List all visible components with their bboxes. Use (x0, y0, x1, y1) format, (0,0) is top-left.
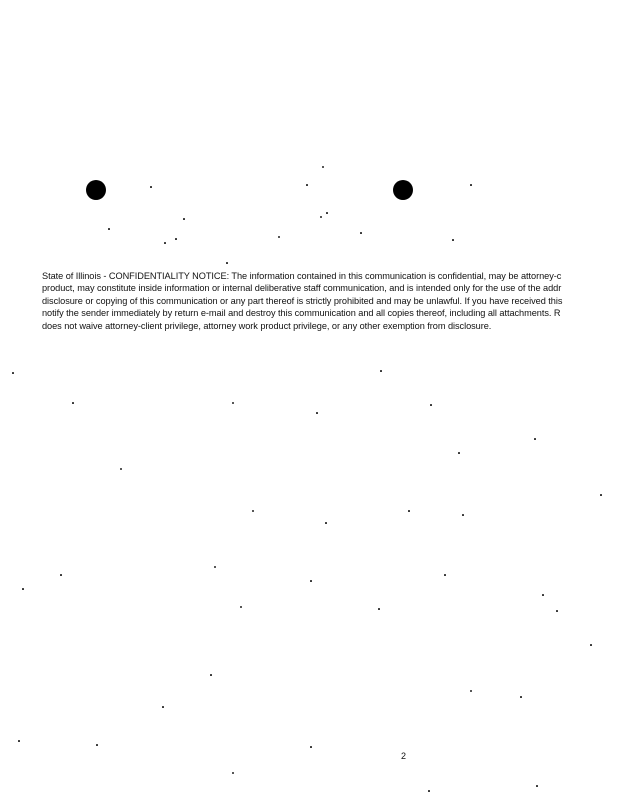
speckle (534, 438, 536, 440)
speckle (232, 402, 234, 404)
speckle (18, 740, 20, 742)
speckle (452, 239, 454, 241)
confidentiality-notice (42, 270, 618, 332)
speckle (278, 236, 280, 238)
speckle (556, 610, 558, 612)
speckle (162, 706, 164, 708)
speckle (108, 228, 110, 230)
speckle (310, 580, 312, 582)
speckle (210, 674, 212, 676)
speckle (462, 514, 464, 516)
speckle (226, 262, 228, 264)
speckle (120, 468, 122, 470)
notice-line-1: State of Illinois - CONFIDENTIALITY NOTICE: The information contained in this communication is confidential, may be attorney-c (42, 271, 562, 281)
speckle (72, 402, 74, 404)
punch-hole-right (393, 180, 413, 200)
speckle (470, 690, 472, 692)
speckle (12, 372, 14, 374)
speckle (22, 588, 24, 590)
speckle (232, 772, 234, 774)
speckle (590, 644, 592, 646)
speckle (316, 412, 318, 414)
speckle (60, 574, 62, 576)
speckle (470, 184, 472, 186)
speckle (306, 184, 308, 186)
notice-line-3: disclosure or copying of this communication or any part thereof is strictly prohibited and may be unlawful. If you have received this (42, 295, 563, 306)
notice-line-5: does not waive attorney-client privilege, attorney work product privilege, or any other exemption from disclosure. (42, 320, 492, 331)
speckle (444, 574, 446, 576)
speckle (175, 238, 177, 240)
speckle (360, 232, 362, 234)
speckle (430, 404, 432, 406)
speckle (214, 566, 216, 568)
speckle (428, 790, 430, 792)
speckle (380, 370, 382, 372)
speckle (164, 242, 166, 244)
speckle (310, 746, 312, 748)
speckle (542, 594, 544, 596)
notice-line-2: product, may constitute inside information or internal deliberative staff communication, and is intended only for the use of the addr (42, 283, 562, 294)
speckle (600, 494, 602, 496)
speckle (326, 212, 328, 214)
speckle (96, 744, 98, 746)
speckle (240, 606, 242, 608)
speckle (150, 186, 152, 188)
punch-hole-left (86, 180, 106, 200)
speckle (252, 510, 254, 512)
speckle (408, 510, 410, 512)
speckle (520, 696, 522, 698)
speckle (378, 608, 380, 610)
speckle (458, 452, 460, 454)
speckle (325, 522, 327, 524)
notice-line-4: notify the sender immediately by return e-mail and destroy this communication and all copies thereof, including all attachments. R (42, 308, 561, 319)
page-number: 2 (401, 751, 407, 761)
speckle (322, 166, 324, 168)
speckle (536, 785, 538, 787)
speckle (320, 216, 322, 218)
speckle (183, 218, 185, 220)
